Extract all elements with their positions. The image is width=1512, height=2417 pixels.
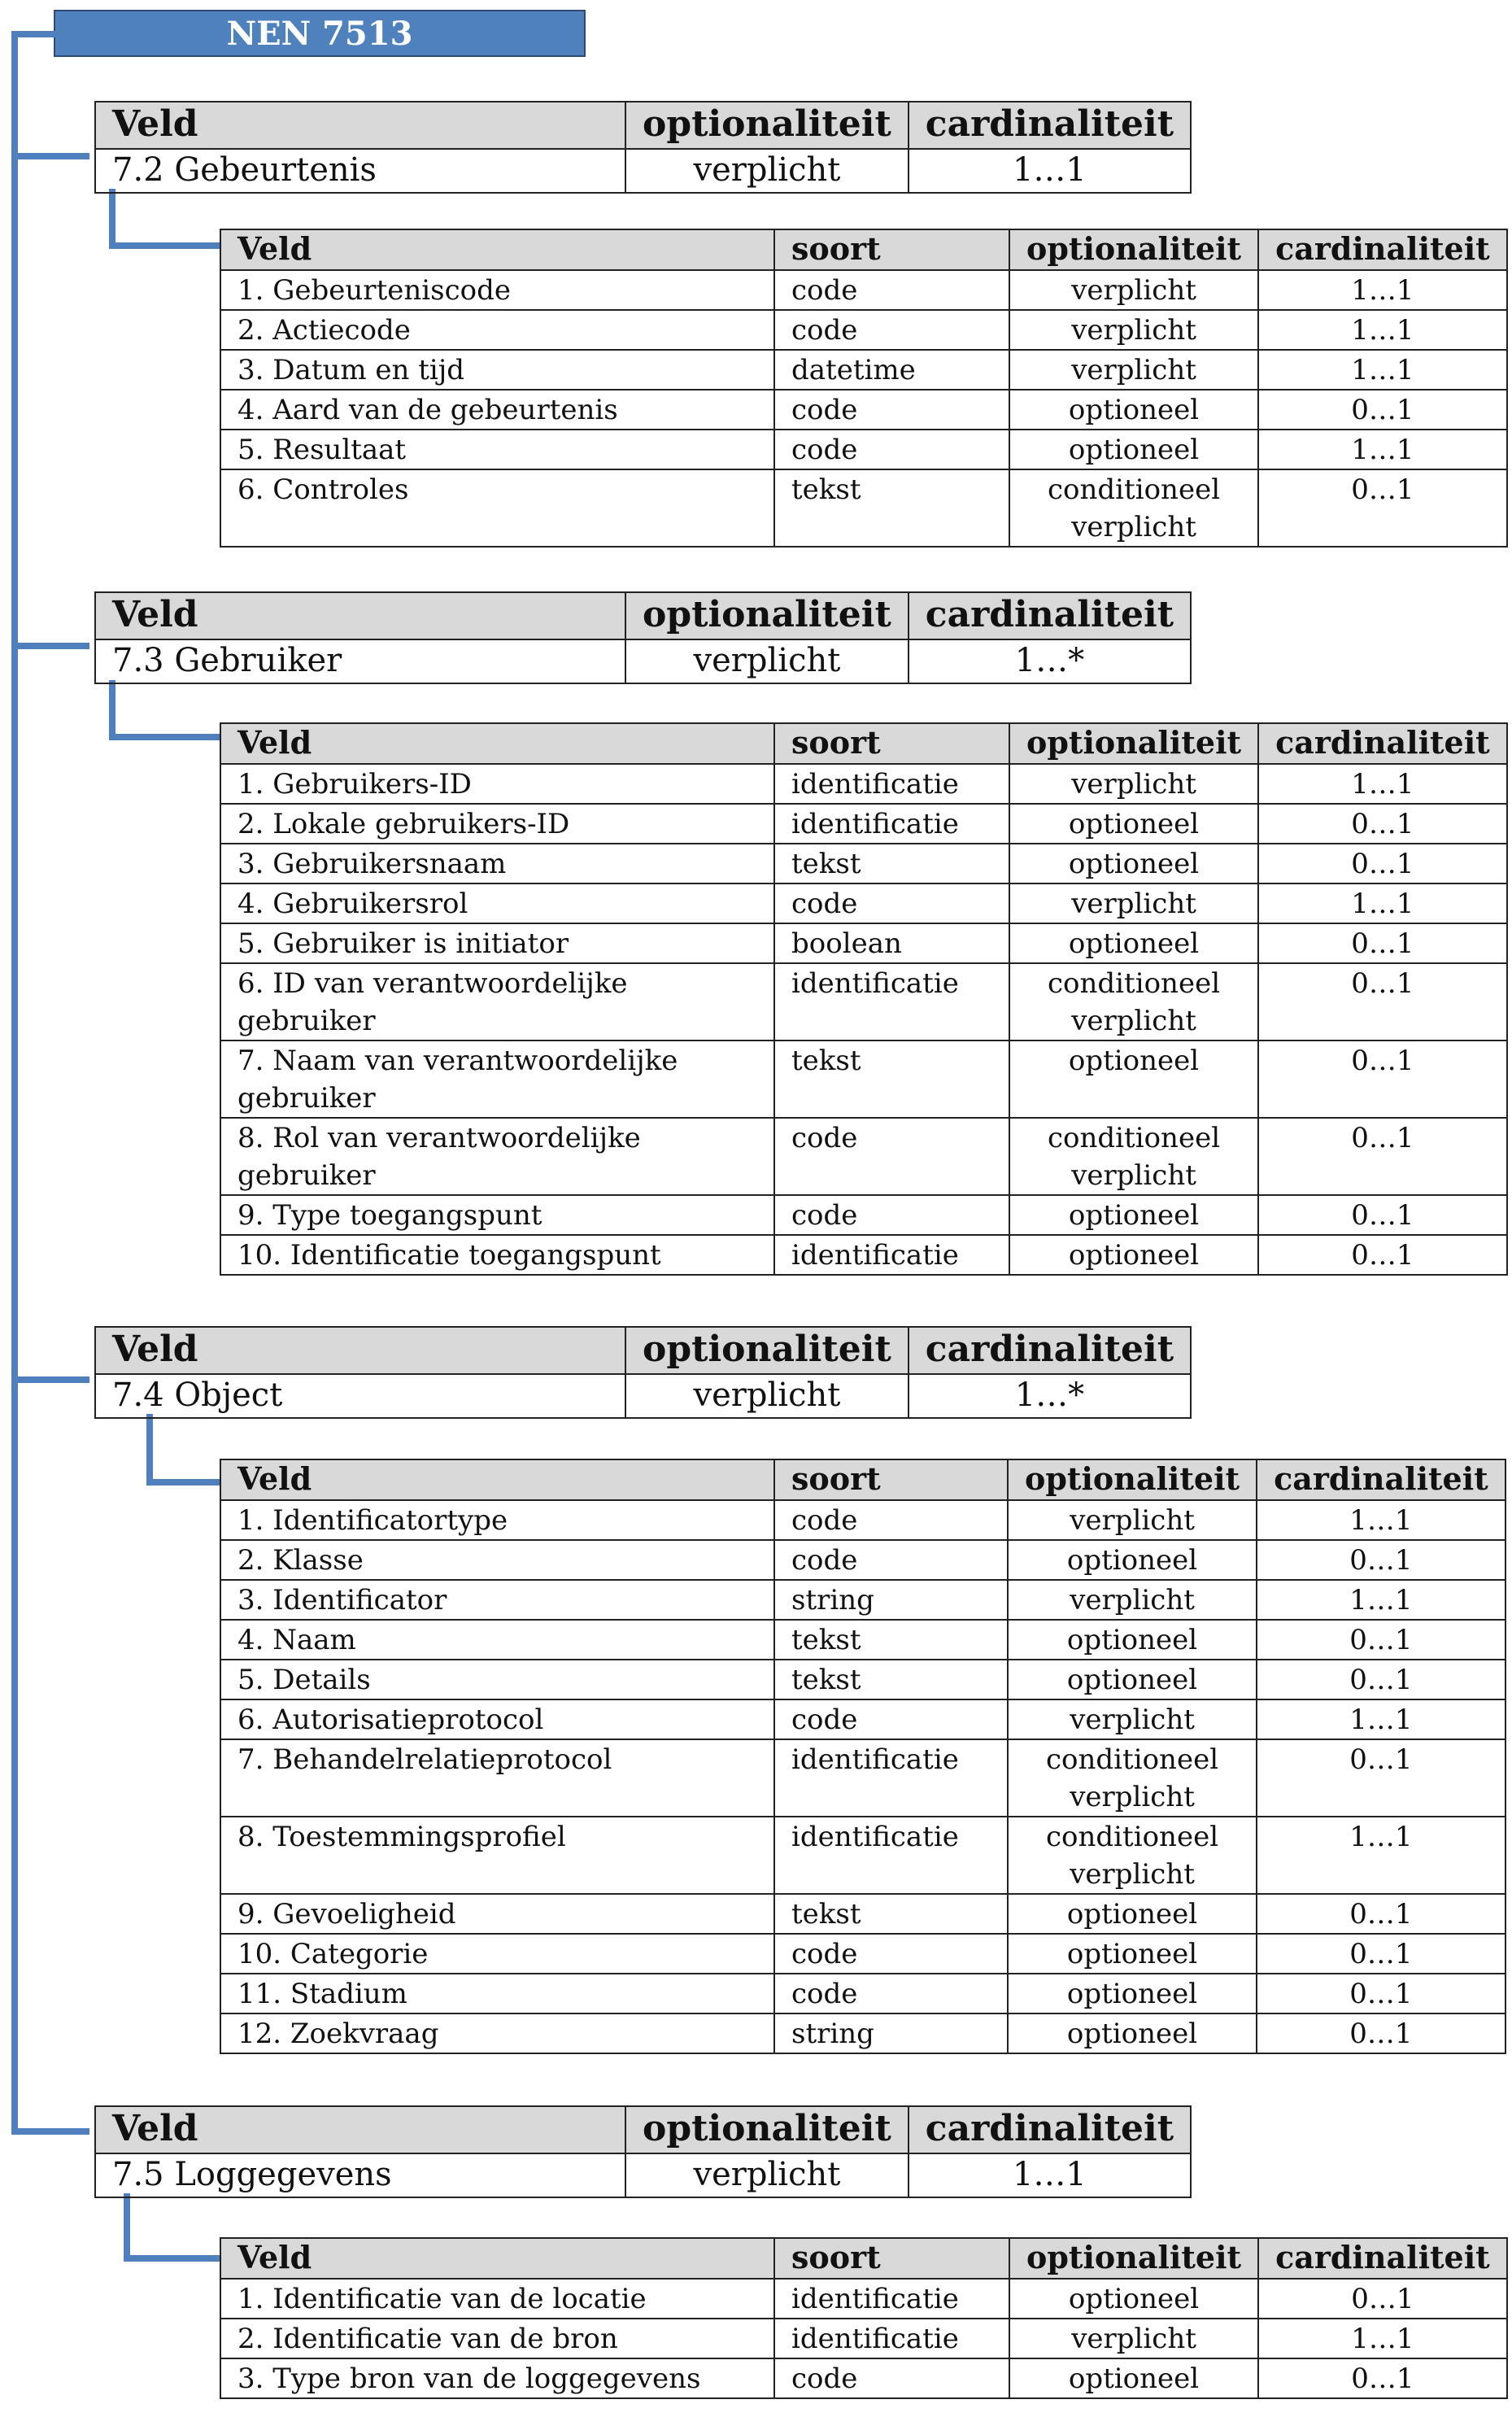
field-name: 9. Gevoeligheid (220, 1894, 774, 1934)
field-name: 11. Stadium (220, 1974, 774, 2013)
section-optionaliteit: verplicht (625, 2153, 909, 2197)
table-row (220, 1934, 1505, 1974)
field-optionaliteit: conditioneel verplicht (1008, 1817, 1257, 1894)
header-optionaliteit: optionaliteit (625, 1327, 909, 1374)
section-optionaliteit: verplicht (625, 639, 909, 683)
field-optionaliteit: optioneel (1008, 2013, 1257, 2053)
header-cardinaliteit: cardinaliteit (909, 2106, 1191, 2153)
table-row (220, 804, 1507, 844)
field-cardinaliteit: 1…1 (1258, 350, 1507, 390)
header-optionaliteit: optionaliteit (625, 2106, 909, 2153)
field-optionaliteit: optioneel (1009, 923, 1258, 963)
field-soort: tekst (774, 1041, 1009, 1118)
field-soort: code (774, 1699, 1008, 1739)
field-soort: code (774, 883, 1009, 923)
field-cardinaliteit: 0…1 (1258, 390, 1507, 430)
field-cardinaliteit: 0…1 (1257, 2013, 1505, 2053)
table-row (220, 1620, 1505, 1660)
table-row (220, 390, 1507, 430)
header-optionaliteit: optionaliteit (1008, 1459, 1257, 1500)
field-optionaliteit: verplicht (1009, 883, 1258, 923)
field-cardinaliteit: 0…1 (1258, 2358, 1507, 2398)
section-table (94, 1326, 1192, 1419)
field-optionaliteit: optioneel (1008, 1620, 1257, 1660)
table-row (220, 1580, 1505, 1620)
field-cardinaliteit: 0…1 (1257, 1660, 1505, 1699)
header-soort: soort (774, 723, 1009, 764)
field-cardinaliteit: 0…1 (1258, 1235, 1507, 1275)
field-name: 12. Zoekvraag (220, 2013, 774, 2053)
header-optionaliteit: optionaliteit (1009, 723, 1258, 764)
field-optionaliteit: verplicht (1009, 764, 1258, 804)
field-soort: code (774, 1195, 1009, 1235)
field-name: 1. Identificatortype (220, 1500, 774, 1540)
field-name: 8. Toestemmingsprofiel (220, 1817, 774, 1894)
section-name: 7.2 Gebeurtenis (95, 149, 625, 193)
table-row (220, 1739, 1505, 1817)
branch-connector (11, 2128, 89, 2135)
field-optionaliteit: optioneel (1008, 1540, 1257, 1580)
section-row (95, 149, 1191, 193)
header-optionaliteit: optionaliteit (625, 592, 909, 639)
branch-connector (11, 153, 89, 159)
field-name: 1. Identificatie van de locatie (220, 2279, 774, 2319)
field-name: 3. Datum en tijd (220, 350, 774, 390)
table-row (220, 1235, 1507, 1275)
sub-connector-vertical (146, 1414, 153, 1486)
field-soort: identificatie (774, 963, 1009, 1041)
field-soort: identificatie (774, 1739, 1008, 1817)
field-soort: tekst (774, 469, 1009, 547)
field-optionaliteit: optioneel (1009, 1235, 1258, 1275)
field-cardinaliteit: 0…1 (1258, 1118, 1507, 1195)
table-row (220, 270, 1507, 310)
main-connector-line (11, 31, 18, 2131)
field-optionaliteit: optioneel (1008, 1660, 1257, 1699)
field-optionaliteit: verplicht (1009, 270, 1258, 310)
table-row (220, 844, 1507, 883)
header-cardinaliteit: cardinaliteit (1258, 723, 1507, 764)
field-cardinaliteit: 0…1 (1258, 2279, 1507, 2319)
field-soort: string (774, 2013, 1008, 2053)
field-name: 5. Gebruiker is initiator (220, 923, 774, 963)
table-row (220, 1660, 1505, 1699)
section-optionaliteit: verplicht (625, 1374, 909, 1418)
field-soort: identificatie (774, 1817, 1008, 1894)
table-row (220, 2319, 1507, 2358)
field-optionaliteit: optioneel (1009, 430, 1258, 469)
section-name: 7.3 Gebruiker (95, 639, 625, 683)
field-table (220, 229, 1508, 548)
field-cardinaliteit: 0…1 (1257, 1934, 1505, 1974)
header-veld: Veld (220, 2238, 774, 2279)
field-optionaliteit: optioneel (1008, 1894, 1257, 1934)
field-name: 6. Controles (220, 469, 774, 547)
field-soort: code (774, 270, 1009, 310)
table-row (220, 963, 1507, 1041)
field-optionaliteit: optioneel (1009, 1195, 1258, 1235)
header-cardinaliteit: cardinaliteit (1258, 2238, 1507, 2279)
header-cardinaliteit: cardinaliteit (909, 1327, 1191, 1374)
branch-connector (11, 1376, 89, 1383)
field-cardinaliteit: 0…1 (1257, 1540, 1505, 1580)
field-name: 3. Type bron van de loggegevens (220, 2358, 774, 2398)
header-soort: soort (774, 2238, 1009, 2279)
field-cardinaliteit: 1…1 (1257, 1580, 1505, 1620)
section-row (95, 2153, 1191, 2197)
field-name: 3. Gebruikersnaam (220, 844, 774, 883)
sub-connector-vertical (124, 2193, 130, 2262)
section-table (94, 101, 1192, 194)
section-table (94, 591, 1192, 684)
field-cardinaliteit: 0…1 (1257, 1894, 1505, 1934)
header-soort: soort (774, 229, 1009, 270)
field-cardinaliteit: 1…1 (1258, 310, 1507, 350)
table-row (220, 923, 1507, 963)
field-name: 5. Details (220, 1660, 774, 1699)
field-cardinaliteit: 0…1 (1257, 1974, 1505, 2013)
table-row (220, 430, 1507, 469)
field-name: 4. Aard van de gebeurtenis (220, 390, 774, 430)
field-cardinaliteit: 1…1 (1258, 430, 1507, 469)
table-row (220, 764, 1507, 804)
header-veld: Veld (220, 229, 774, 270)
table-row (220, 310, 1507, 350)
field-name: 6. ID van verantwoordelijke gebruiker (220, 963, 774, 1041)
field-soort: code (774, 1974, 1008, 2013)
field-cardinaliteit: 1…1 (1258, 270, 1507, 310)
field-soort: code (774, 430, 1009, 469)
field-soort: code (774, 1540, 1008, 1580)
field-soort: tekst (774, 1660, 1008, 1699)
field-cardinaliteit: 0…1 (1257, 1620, 1505, 1660)
field-name: 5. Resultaat (220, 430, 774, 469)
field-cardinaliteit: 1…1 (1257, 1500, 1505, 1540)
field-name: 1. Gebeurteniscode (220, 270, 774, 310)
header-cardinaliteit: cardinaliteit (909, 592, 1191, 639)
header-optionaliteit: optionaliteit (625, 102, 909, 149)
header-cardinaliteit: cardinaliteit (1258, 229, 1507, 270)
field-name: 2. Actiecode (220, 310, 774, 350)
section-row (95, 639, 1191, 683)
sub-connector-horizontal (109, 242, 220, 249)
field-soort: datetime (774, 350, 1009, 390)
field-cardinaliteit: 1…1 (1257, 1817, 1505, 1894)
section-cardinaliteit: 1…* (909, 1374, 1191, 1418)
field-optionaliteit: conditioneel verplicht (1009, 1118, 1258, 1195)
field-cardinaliteit: 1…1 (1258, 2319, 1507, 2358)
field-optionaliteit: optioneel (1008, 1974, 1257, 2013)
field-soort: code (774, 390, 1009, 430)
sub-connector-vertical (109, 189, 115, 249)
table-row (220, 1699, 1505, 1739)
field-cardinaliteit: 0…1 (1258, 469, 1507, 547)
table-row (220, 1817, 1505, 1894)
field-cardinaliteit: 1…1 (1258, 764, 1507, 804)
field-cardinaliteit: 0…1 (1258, 963, 1507, 1041)
field-soort: boolean (774, 923, 1009, 963)
section-name: 7.5 Loggegevens (95, 2153, 625, 2197)
sub-connector-vertical (109, 680, 115, 740)
header-soort: soort (774, 1459, 1008, 1500)
field-optionaliteit: verplicht (1009, 350, 1258, 390)
field-soort: identificatie (774, 804, 1009, 844)
header-cardinaliteit: cardinaliteit (909, 102, 1191, 149)
section-cardinaliteit: 1…1 (909, 2153, 1191, 2197)
table-row (220, 1974, 1505, 2013)
field-soort: tekst (774, 1620, 1008, 1660)
field-optionaliteit: conditioneel verplicht (1008, 1739, 1257, 1817)
field-optionaliteit: conditioneel verplicht (1009, 469, 1258, 547)
table-row (220, 1894, 1505, 1934)
field-soort: tekst (774, 1894, 1008, 1934)
field-soort: code (774, 1500, 1008, 1540)
field-optionaliteit: optioneel (1009, 390, 1258, 430)
field-name: 6. Autorisatieprotocol (220, 1699, 774, 1739)
header-veld: Veld (95, 2106, 625, 2153)
field-optionaliteit: verplicht (1009, 310, 1258, 350)
sub-connector-horizontal (146, 1479, 220, 1486)
diagram-title: NEN 7513 (54, 10, 586, 57)
header-veld: Veld (95, 592, 625, 639)
field-soort: identificatie (774, 1235, 1009, 1275)
section-name: 7.4 Object (95, 1374, 625, 1418)
branch-connector (11, 643, 89, 649)
section-row (95, 1374, 1191, 1418)
field-cardinaliteit: 0…1 (1258, 804, 1507, 844)
field-soort: code (774, 310, 1009, 350)
table-row (220, 1540, 1505, 1580)
field-cardinaliteit: 0…1 (1258, 1195, 1507, 1235)
sub-connector-horizontal (109, 734, 220, 740)
field-name: 10. Identificatie toegangspunt (220, 1235, 774, 1275)
header-veld: Veld (95, 102, 625, 149)
field-optionaliteit: optioneel (1008, 1934, 1257, 1974)
table-row (220, 350, 1507, 390)
table-row (220, 1041, 1507, 1118)
field-optionaliteit: verplicht (1008, 1500, 1257, 1540)
table-row (220, 1500, 1505, 1540)
field-name: 9. Type toegangspunt (220, 1195, 774, 1235)
header-optionaliteit: optionaliteit (1009, 2238, 1258, 2279)
field-name: 10. Categorie (220, 1934, 774, 1974)
field-table (220, 2237, 1508, 2399)
field-soort: tekst (774, 844, 1009, 883)
field-soort: identificatie (774, 2319, 1009, 2358)
field-cardinaliteit: 0…1 (1258, 1041, 1507, 1118)
field-soort: identificatie (774, 2279, 1009, 2319)
field-optionaliteit: optioneel (1009, 2358, 1258, 2398)
section-table (94, 2105, 1192, 2198)
field-soort: code (774, 2358, 1009, 2398)
field-optionaliteit: verplicht (1008, 1580, 1257, 1620)
table-row (220, 1118, 1507, 1195)
field-soort: code (774, 1934, 1008, 1974)
field-name: 2. Lokale gebruikers-ID (220, 804, 774, 844)
field-soort: identificatie (774, 764, 1009, 804)
field-cardinaliteit: 1…1 (1257, 1699, 1505, 1739)
header-veld: Veld (95, 1327, 625, 1374)
field-name: 4. Gebruikersrol (220, 883, 774, 923)
header-veld: Veld (220, 1459, 774, 1500)
table-row (220, 2279, 1507, 2319)
field-optionaliteit: verplicht (1009, 2319, 1258, 2358)
table-row (220, 883, 1507, 923)
field-table (220, 1459, 1506, 2054)
field-name: 2. Identificatie van de bron (220, 2319, 774, 2358)
header-optionaliteit: optionaliteit (1009, 229, 1258, 270)
field-name: 7. Naam van verantwoordelijke gebruiker (220, 1041, 774, 1118)
section-cardinaliteit: 1…1 (909, 149, 1191, 193)
field-cardinaliteit: 0…1 (1257, 1739, 1505, 1817)
field-optionaliteit: verplicht (1008, 1699, 1257, 1739)
field-table (220, 722, 1508, 1276)
table-row (220, 469, 1507, 547)
field-name: 1. Gebruikers-ID (220, 764, 774, 804)
field-soort: string (774, 1580, 1008, 1620)
table-row (220, 2358, 1507, 2398)
field-name: 3. Identificator (220, 1580, 774, 1620)
sub-connector-horizontal (124, 2255, 220, 2262)
field-optionaliteit: optioneel (1009, 1041, 1258, 1118)
field-name: 8. Rol van verantwoordelijke gebruiker (220, 1118, 774, 1195)
field-optionaliteit: optioneel (1009, 2279, 1258, 2319)
header-veld: Veld (220, 723, 774, 764)
section-optionaliteit: verplicht (625, 149, 909, 193)
section-cardinaliteit: 1…* (909, 639, 1191, 683)
table-row (220, 2013, 1505, 2053)
field-name: 4. Naam (220, 1620, 774, 1660)
field-cardinaliteit: 0…1 (1258, 923, 1507, 963)
title-connector (11, 31, 55, 37)
field-optionaliteit: conditioneel verplicht (1009, 963, 1258, 1041)
field-name: 2. Klasse (220, 1540, 774, 1580)
field-cardinaliteit: 0…1 (1258, 844, 1507, 883)
field-name: 7. Behandelrelatieprotocol (220, 1739, 774, 1817)
header-cardinaliteit: cardinaliteit (1257, 1459, 1505, 1500)
field-cardinaliteit: 1…1 (1258, 883, 1507, 923)
field-optionaliteit: optioneel (1009, 844, 1258, 883)
field-soort: code (774, 1118, 1009, 1195)
table-row (220, 1195, 1507, 1235)
field-optionaliteit: optioneel (1009, 804, 1258, 844)
